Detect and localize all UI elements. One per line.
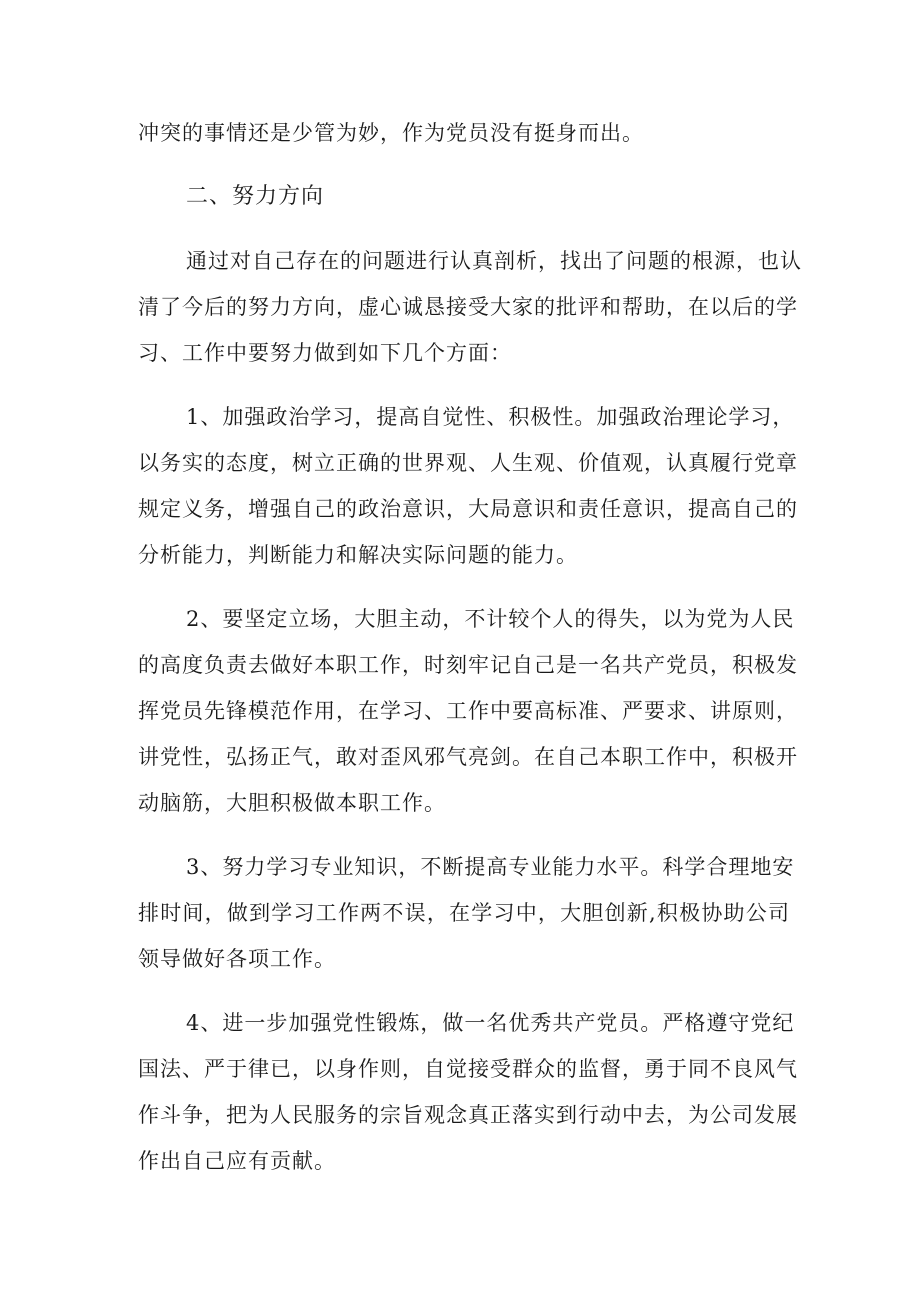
paragraph-line: 冲突的事情还是少管为妙，作为党员没有挺身而出。 (138, 121, 644, 145)
paragraph-item-2 (138, 596, 798, 826)
paragraph-line: 2、要坚定立场，大胆主动，不计较个人的得失，以为党为人民 (186, 607, 795, 631)
paragraph-line: 习、工作中要努力做到如下几个方面： (138, 341, 512, 365)
paragraph-line: 挥党员先锋模范作用，在学习、工作中要高标准、严要求、讲原则， (138, 699, 798, 723)
paragraph-line: 的高度负责去做好本职工作，时刻牢记自己是一名共产党员，积极发 (138, 653, 798, 677)
paragraph-line: 通过对自己存在的问题进行认真剖析，找出了问题的根源，也认 (186, 249, 802, 273)
intro-paragraph (138, 110, 790, 156)
paragraph-line: 3、努力学习专业知识，不断提高专业能力水平。科学合理地安 (186, 855, 795, 879)
paragraph-line: 排时间，做到学习工作两不误，在学习中，大胆创新,积极协助公司 (138, 901, 790, 925)
paragraph-line: 作出自己应有贡献。 (138, 1149, 336, 1173)
section-heading: 二、努力方向 (186, 184, 325, 209)
paragraph-line: 规定义务，增强自己的政治意识，大局意识和责任意识，提高自己的 (138, 497, 798, 521)
paragraph-item-3 (138, 844, 795, 982)
paragraph-line: 领导做好各项工作。 (138, 947, 336, 971)
paragraph-line: 4、进一步加强党性锻炼，做一名优秀共产党员。严格遵守党纪 (186, 1011, 795, 1035)
paragraph-line: 1、加强政治学习，提高自觉性、积极性。加强政治理论学习， (186, 405, 795, 429)
paragraph-line: 以务实的态度，树立正确的世界观、人生观、价值观，认真履行党章 (138, 451, 798, 475)
paragraph-item-4 (138, 1000, 798, 1184)
paragraph-line: 动脑筋，大胆积极做本职工作。 (138, 791, 446, 815)
paragraph-item-1 (138, 394, 798, 578)
paragraph-line: 清了今后的努力方向，虚心诚恳接受大家的批评和帮助，在以后的学 (138, 295, 798, 319)
paragraph-line: 分析能力，判断能力和解决实际问题的能力。 (138, 543, 578, 567)
paragraph-line: 国法、严于律已，以身作则，自觉接受群众的监督，勇于同不良风气 (138, 1057, 798, 1081)
paragraph-overview (138, 238, 802, 376)
document-body (138, 110, 802, 1202)
paragraph-line: 讲党性，弘扬正气，敢对歪风邪气亮剑。在自己本职工作中，积极开 (138, 745, 798, 769)
paragraph-line: 作斗争，把为人民服务的宗旨观念真正落实到行动中去，为公司发展 (138, 1103, 798, 1127)
